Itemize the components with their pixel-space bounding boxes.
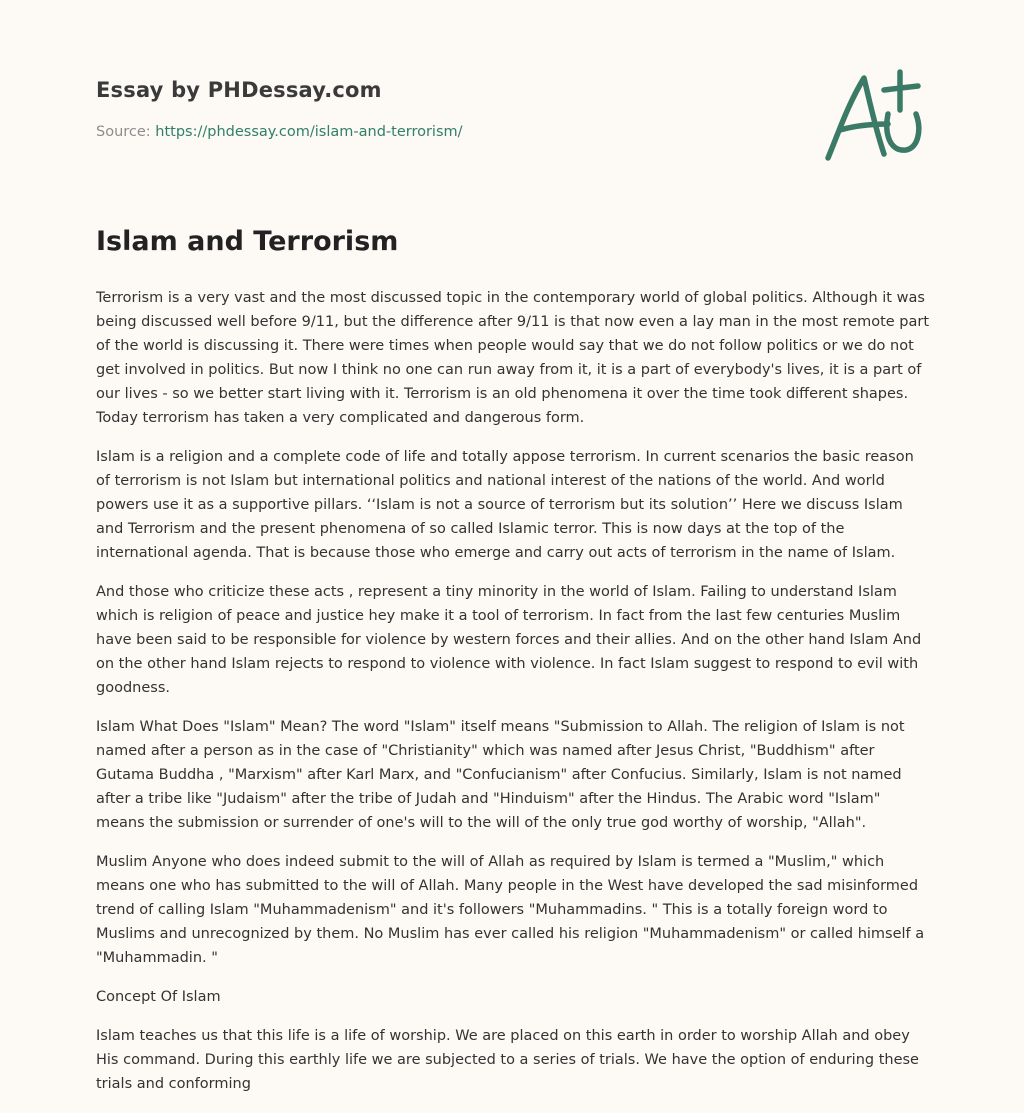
paragraph: Terrorism is a very vast and the most discussed topic in the contemporary world of global politics. Although it was being discussed well before 9/11, but the difference after 9/11 is that now even a lay man in the most remote part of the world is discussing it. There were times when people would say that we do not follow politics or we do not get involved in politics. But now I think no one can run away from it, it is a part of everybody's lives, it is a part of our lives - so we better start living with it. Terrorism is an old phenomena it over the time took different shapes. Today terrorism has taken a very complicated and dangerous form.	[96, 290, 930, 426]
section-heading: Concept Of Islam	[96, 989, 221, 1005]
source-link[interactable]: https://phdessay.com/islam-and-terrorism/	[155, 124, 463, 140]
paragraph: Islam teaches us that this life is a life of worship. We are placed on this earth in order to worship Allah and obey His command. During this earthly life we are subjected to a series of trials. We have the option of enduring these trials and conforming	[96, 1028, 919, 1092]
site-brand: Essay by PHDessay.com	[96, 78, 382, 102]
source-line	[96, 124, 463, 140]
a-plus-logo-icon	[818, 64, 928, 166]
essay-body	[96, 286, 932, 1111]
paragraph: Muslim Anyone who does indeed submit to the will of Allah as required by Islam is termed a "Muslim," which means one who has submitted to the will of Allah. Many people in the West have developed the sad misinformed trend of calling Islam "Muhammadenism" and it's followers "Muhammadins. " This is a totally foreign word to Muslims and unrecognized by them. No Muslim has ever called his religion "Muhammadenism" or called himself a "Muhammadin. "	[96, 854, 925, 966]
paragraph: Islam is a religion and a complete code of life and totally appose terrorism. In current scenarios the basic reason of terrorism is not Islam but international politics and national interest of the nations of the world. And world powers use it as a supportive pillars. ‘‘Islam is not a source of terrorism but its solution’’ Here we discuss Islam and Terrorism and the present phenomena of so called Islamic terror. This is now days at the top of the international agenda. That is because those who emerge and carry out acts of terrorism in the name of Islam.	[96, 449, 914, 561]
paragraph: Islam What Does "Islam" Mean? The word "Islam" itself means "Submission to Allah. The religion of Islam is not named after a person as in the case of "Christianity" which was named after Jesus Christ, "Buddhism" after Gutama Buddha , "Marxism" after Karl Marx, and "Confucianism" after Confucius. Similarly, Islam is not named after a tribe like "Judaism" after the tribe of Judah and "Hinduism" after the Hindus. The Arabic word "Islam" means the submission or surrender of one's will to the will of the only true god worthy of worship, "Allah".	[96, 719, 905, 831]
paragraph: And those who criticize these acts , represent a tiny minority in the world of Islam. Failing to understand Islam which is religion of peace and justice hey make it a tool of terrorism. In fact from the last few centuries Muslim have been said to be responsible for violence by western forces and their allies. And on the other hand Islam And on the other hand Islam rejects to respond to violence with violence. In fact Islam suggest to respond to evil with goodness.	[96, 584, 922, 696]
essay-title: Islam and Terrorism	[96, 226, 399, 257]
source-label: Source:	[96, 124, 156, 140]
